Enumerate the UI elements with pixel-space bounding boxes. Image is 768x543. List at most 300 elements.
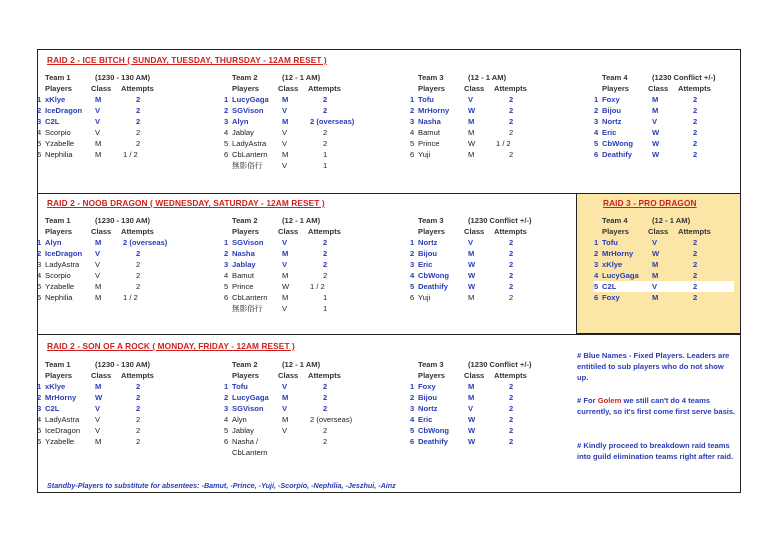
player-attempts: 2 bbox=[136, 95, 141, 104]
row-number: 2 bbox=[594, 249, 599, 258]
player-class: M bbox=[95, 95, 102, 104]
player-attempts: 2 bbox=[136, 249, 141, 258]
player-name: Tofu bbox=[232, 382, 248, 391]
row-number: 6 bbox=[594, 293, 599, 302]
player-class: V bbox=[282, 128, 288, 137]
player-name: Yuji bbox=[418, 150, 431, 159]
team-time: (12 - 1 AM) bbox=[468, 73, 507, 82]
row-number: 5 bbox=[37, 282, 42, 291]
player-name: Jablay bbox=[232, 128, 254, 137]
player-class: W bbox=[468, 271, 476, 280]
row-number: 4 bbox=[224, 128, 229, 137]
player-name: 無影俗行 bbox=[232, 304, 263, 313]
player-name: 無影俗行 bbox=[232, 161, 263, 170]
player-class: M bbox=[95, 238, 102, 247]
player-class: V bbox=[95, 117, 101, 126]
player-attempts: 2 bbox=[323, 426, 328, 435]
row-number: 2 bbox=[410, 106, 415, 115]
players-header: Players bbox=[232, 371, 260, 380]
attempts-header: Attempts bbox=[121, 84, 154, 93]
row-number: 5 bbox=[224, 282, 229, 291]
player-name: Bijou bbox=[418, 249, 437, 258]
player-class: V bbox=[468, 404, 474, 413]
row-number: 1 bbox=[37, 95, 42, 104]
player-class: V bbox=[95, 128, 101, 137]
player-class: V bbox=[282, 426, 288, 435]
player-attempts: 2 bbox=[509, 117, 514, 126]
player-attempts: 2 bbox=[509, 393, 514, 402]
player-name: CbWong bbox=[418, 271, 450, 280]
row-number: 1 bbox=[410, 95, 415, 104]
player-class: W bbox=[652, 249, 660, 258]
row-number: 1 bbox=[37, 382, 42, 391]
player-attempts: 2 bbox=[136, 260, 141, 269]
team-time: (1230 Conflict +/-) bbox=[468, 216, 532, 225]
player-class: V bbox=[95, 106, 101, 115]
player-attempts: 2 bbox=[693, 128, 698, 137]
player-row bbox=[594, 237, 734, 248]
player-name: xKlye bbox=[45, 382, 66, 391]
player-class: V bbox=[95, 260, 101, 269]
player-class: W bbox=[468, 437, 476, 446]
player-class: W bbox=[468, 260, 476, 269]
player-attempts: 2 bbox=[509, 271, 514, 280]
player-class: V bbox=[95, 271, 101, 280]
player-name: LadyAstra bbox=[45, 415, 80, 424]
player-class: V bbox=[652, 282, 658, 291]
player-class: V bbox=[282, 161, 288, 170]
player-name: Jablay bbox=[232, 260, 256, 269]
player-class: M bbox=[652, 271, 659, 280]
player-name: CbLantern bbox=[232, 293, 268, 302]
row-number: 6 bbox=[37, 293, 42, 302]
player-name: Nephilia bbox=[45, 150, 73, 159]
team-time: (1230 - 130 AM) bbox=[95, 360, 151, 369]
player-name: Tofu bbox=[418, 95, 434, 104]
class-header: Class bbox=[278, 84, 299, 93]
team-name: Team 1 bbox=[45, 360, 71, 369]
row-number: 3 bbox=[37, 117, 42, 126]
player-attempts: 2 bbox=[323, 382, 328, 391]
player-row bbox=[594, 292, 734, 303]
class-header: Class bbox=[278, 371, 299, 380]
player-name: Foxy bbox=[418, 382, 436, 391]
team-name: Team 2 bbox=[232, 73, 258, 82]
player-name: Prince bbox=[232, 282, 254, 291]
player-name: IceDragon bbox=[45, 106, 83, 115]
player-name: Alyn bbox=[232, 415, 247, 424]
row-number: 6 bbox=[410, 150, 415, 159]
row-number: 5 bbox=[410, 426, 415, 435]
players-header: Players bbox=[45, 371, 73, 380]
player-attempts: 2 bbox=[509, 95, 514, 104]
player-class: M bbox=[95, 382, 102, 391]
player-attempts: 2 bbox=[693, 260, 698, 269]
player-name: Jablay bbox=[232, 426, 254, 435]
player-name: LucyGaga bbox=[232, 95, 269, 104]
player-row bbox=[594, 281, 734, 292]
player-name: IceDragon bbox=[45, 426, 81, 435]
section-title-noob-dragon: RAID 2 - NOOB DRAGON ( WEDNESDAY, SATURDAY - 12AM RESET ) bbox=[47, 198, 325, 208]
row-number: 3 bbox=[224, 117, 229, 126]
player-name: Alyn bbox=[232, 117, 249, 126]
player-attempts: 2 bbox=[509, 437, 514, 446]
team-block bbox=[594, 215, 734, 303]
row-number: 2 bbox=[37, 106, 42, 115]
player-attempts: 1 / 2 bbox=[496, 139, 511, 148]
player-name: Scorpio bbox=[45, 271, 71, 280]
player-name: Prince bbox=[418, 139, 440, 148]
player-name: C2L bbox=[45, 404, 60, 413]
row-number: 4 bbox=[410, 415, 415, 424]
player-class: M bbox=[282, 415, 289, 424]
player-class: M bbox=[95, 139, 102, 148]
row-number: 5 bbox=[37, 426, 42, 435]
player-class: W bbox=[468, 282, 476, 291]
player-attempts: 2 bbox=[323, 95, 328, 104]
player-attempts: 1 / 2 bbox=[123, 150, 138, 159]
player-class: M bbox=[95, 150, 102, 159]
golem-label: Golem bbox=[597, 396, 622, 405]
row-number: 5 bbox=[410, 282, 415, 291]
player-class: W bbox=[282, 282, 290, 291]
player-class: V bbox=[282, 238, 288, 247]
player-attempts: 2 bbox=[509, 382, 514, 391]
players-header: Players bbox=[602, 227, 630, 236]
player-class: V bbox=[282, 382, 288, 391]
player-name: LadyAstra bbox=[45, 260, 80, 269]
team-name: Team 4 bbox=[602, 216, 628, 225]
player-name: SGVison bbox=[232, 404, 264, 413]
row-number: 3 bbox=[410, 260, 415, 269]
player-class: M bbox=[282, 249, 289, 258]
player-name: CbLantern bbox=[232, 448, 268, 457]
player-class: W bbox=[652, 150, 660, 159]
player-attempts: 2 bbox=[509, 150, 514, 159]
player-class: V bbox=[95, 415, 101, 424]
player-class: M bbox=[468, 393, 475, 402]
team-time: (12 - 1 AM) bbox=[652, 216, 691, 225]
player-class: M bbox=[468, 293, 475, 302]
player-attempts: 2 bbox=[693, 117, 698, 126]
player-attempts: 2 bbox=[136, 128, 141, 137]
player-name: Eric bbox=[418, 415, 433, 424]
row-number: 3 bbox=[224, 404, 229, 413]
player-name: MrHorny bbox=[45, 393, 77, 402]
player-class: V bbox=[468, 238, 474, 247]
team-time: (1230 - 130 AM) bbox=[95, 216, 151, 225]
player-attempts: 2 bbox=[693, 150, 698, 159]
players-header: Players bbox=[232, 227, 260, 236]
player-row bbox=[594, 270, 734, 281]
player-attempts: 2 bbox=[509, 415, 514, 424]
player-name: Nortz bbox=[602, 117, 622, 126]
player-attempts: 2 bbox=[136, 415, 141, 424]
player-attempts: 2 bbox=[136, 404, 141, 413]
players-header: Players bbox=[602, 84, 630, 93]
class-header: Class bbox=[91, 84, 112, 93]
row-number: 3 bbox=[594, 117, 599, 126]
team-time: (1230 Conflict +/-) bbox=[652, 73, 716, 82]
section-title-pro-dragon: RAID 3 - PRO DRAGON bbox=[603, 198, 697, 208]
player-name: Eric bbox=[418, 260, 433, 269]
player-class: M bbox=[95, 437, 102, 446]
team-name: Team 2 bbox=[232, 216, 258, 225]
player-attempts: 2 bbox=[509, 249, 514, 258]
team-name: Team 3 bbox=[418, 73, 444, 82]
player-name: xKlye bbox=[602, 260, 623, 269]
row-number: 2 bbox=[594, 106, 599, 115]
row-number: 1 bbox=[410, 238, 415, 247]
player-class: W bbox=[468, 426, 476, 435]
class-header: Class bbox=[464, 84, 485, 93]
player-attempts: 1 / 2 bbox=[310, 282, 325, 291]
team-name: Team 4 bbox=[602, 73, 628, 82]
player-class: W bbox=[652, 139, 660, 148]
player-class: M bbox=[95, 282, 102, 291]
player-name: CbWong bbox=[418, 426, 450, 435]
player-name: LadyAstra bbox=[232, 139, 267, 148]
row-number: 5 bbox=[224, 139, 229, 148]
player-row bbox=[594, 248, 734, 259]
player-attempts: 2 bbox=[323, 139, 328, 148]
player-name: CbWong bbox=[602, 139, 634, 148]
player-name: Nortz bbox=[418, 404, 438, 413]
attempts-header: Attempts bbox=[121, 227, 154, 236]
class-header: Class bbox=[464, 371, 485, 380]
player-name: Tofu bbox=[602, 238, 618, 247]
player-class: M bbox=[652, 260, 659, 269]
player-class: M bbox=[652, 95, 659, 104]
row-number: 6 bbox=[224, 150, 229, 159]
team-time: (1230 Conflict +/-) bbox=[468, 360, 532, 369]
player-name: Foxy bbox=[602, 95, 620, 104]
player-name: MrHorny bbox=[602, 249, 634, 258]
row-number: 3 bbox=[37, 404, 42, 413]
player-class: M bbox=[95, 293, 102, 302]
player-class: W bbox=[95, 393, 103, 402]
player-class: V bbox=[282, 139, 288, 148]
player-attempts: 2 bbox=[136, 393, 141, 402]
player-attempts: 2 bbox=[136, 282, 141, 291]
players-header: Players bbox=[418, 227, 446, 236]
players-header: Players bbox=[232, 84, 260, 93]
players-header: Players bbox=[45, 227, 73, 236]
player-name: Bijou bbox=[602, 106, 621, 115]
player-name: LucyGaga bbox=[602, 271, 639, 280]
row-number: 1 bbox=[224, 382, 229, 391]
row-number: 6 bbox=[410, 293, 415, 302]
player-attempts: 2 bbox=[323, 106, 328, 115]
team-name: Team 3 bbox=[418, 216, 444, 225]
row-number: 6 bbox=[37, 437, 42, 446]
team-name: Team 2 bbox=[232, 360, 258, 369]
player-class: W bbox=[652, 128, 660, 137]
player-name: Yzabelle bbox=[45, 282, 75, 291]
player-name: Deathify bbox=[602, 150, 632, 159]
player-name: Bamut bbox=[418, 128, 440, 137]
row-number: 6 bbox=[594, 150, 599, 159]
row-number: 4 bbox=[224, 415, 229, 424]
player-name: Bijou bbox=[418, 393, 437, 402]
player-name: Bamut bbox=[232, 271, 254, 280]
player-attempts: 1 / 2 bbox=[123, 293, 138, 302]
section-divider bbox=[37, 334, 741, 335]
row-number: 5 bbox=[410, 139, 415, 148]
row-number: 2 bbox=[224, 249, 229, 258]
row-number: 2 bbox=[224, 106, 229, 115]
section-title-son-of-a-rock: RAID 2 - SON OF A ROCK ( MONDAY, FRIDAY - 12AM RESET ) bbox=[47, 341, 295, 351]
row-number: 4 bbox=[224, 271, 229, 280]
player-attempts: 2 bbox=[323, 404, 328, 413]
attempts-header: Attempts bbox=[308, 227, 341, 236]
player-name: LucyGaga bbox=[232, 393, 269, 402]
player-name: Nephilia bbox=[45, 293, 73, 302]
player-attempts: 2 bbox=[323, 437, 328, 446]
player-attempts: 2 (overseas) bbox=[123, 238, 168, 247]
player-class: M bbox=[468, 249, 475, 258]
row-number: 3 bbox=[410, 404, 415, 413]
row-number: 4 bbox=[410, 128, 415, 137]
player-name: Yuji bbox=[418, 293, 431, 302]
attempts-header: Attempts bbox=[678, 227, 711, 236]
player-attempts: 2 (overseas) bbox=[310, 117, 355, 126]
player-class: M bbox=[468, 128, 475, 137]
row-number: 2 bbox=[37, 393, 42, 402]
standby-players: Standby-Players to substitute for absentees: -Bamut, -Prince, -Yuji, -Scorpio, -Nephilia, -Jeszhui, -Ainz bbox=[47, 481, 396, 490]
row-number: 3 bbox=[410, 117, 415, 126]
player-class: M bbox=[282, 150, 289, 159]
player-class: M bbox=[282, 393, 289, 402]
section-title-ice-bitch: RAID 2 - ICE BITCH ( SUNDAY, TUESDAY, THURSDAY - 12AM RESET ) bbox=[47, 55, 327, 65]
row-number: 1 bbox=[410, 382, 415, 391]
attempts-header: Attempts bbox=[494, 371, 527, 380]
player-name: Foxy bbox=[602, 293, 620, 302]
row-number: 4 bbox=[37, 271, 42, 280]
players-header: Players bbox=[418, 84, 446, 93]
attempts-header: Attempts bbox=[308, 84, 341, 93]
player-class: V bbox=[652, 117, 658, 126]
player-class: M bbox=[282, 95, 289, 104]
player-attempts: 2 bbox=[509, 260, 514, 269]
player-name: C2L bbox=[45, 117, 60, 126]
player-name: MrHorny bbox=[418, 106, 450, 115]
player-class: V bbox=[282, 304, 288, 313]
row-number: 3 bbox=[37, 260, 42, 269]
player-class: V bbox=[95, 404, 101, 413]
row-number: 5 bbox=[594, 139, 599, 148]
player-attempts: 2 bbox=[136, 437, 141, 446]
player-name: SGVison bbox=[232, 238, 264, 247]
row-number: 1 bbox=[594, 238, 599, 247]
player-name: SGVison bbox=[232, 106, 264, 115]
row-number: 1 bbox=[37, 238, 42, 247]
attempts-header: Attempts bbox=[121, 371, 154, 380]
player-attempts: 2 (overseas) bbox=[310, 415, 353, 424]
row-number: 1 bbox=[594, 95, 599, 104]
row-number: 2 bbox=[410, 249, 415, 258]
player-name: Alyn bbox=[45, 238, 62, 247]
player-name: IceDragon bbox=[45, 249, 83, 258]
player-attempts: 2 bbox=[136, 106, 141, 115]
player-name: Nortz bbox=[418, 238, 438, 247]
player-class: V bbox=[468, 95, 474, 104]
class-header: Class bbox=[278, 227, 299, 236]
player-attempts: 2 bbox=[323, 249, 328, 258]
note-golem: # For Golem we still can't do 4 teams currently, so it's first come first serve basis. bbox=[577, 396, 736, 416]
class-header: Class bbox=[648, 84, 669, 93]
class-header: Class bbox=[464, 227, 485, 236]
attempts-header: Attempts bbox=[494, 84, 527, 93]
player-class: W bbox=[468, 415, 476, 424]
row-number: 4 bbox=[37, 415, 42, 424]
players-header: Players bbox=[418, 371, 446, 380]
row-number: 6 bbox=[410, 437, 415, 446]
player-attempts: 2 bbox=[693, 293, 698, 302]
player-class: M bbox=[282, 271, 289, 280]
player-name: Nasha bbox=[232, 249, 255, 258]
player-class: V bbox=[652, 238, 658, 247]
player-attempts: 1 bbox=[323, 161, 328, 170]
row-number: 1 bbox=[224, 238, 229, 247]
player-name: Deathify bbox=[418, 282, 448, 291]
player-attempts: 2 bbox=[509, 128, 514, 137]
player-class: M bbox=[468, 382, 475, 391]
team-time: (12 - 1 AM) bbox=[282, 216, 321, 225]
player-attempts: 2 bbox=[509, 404, 514, 413]
player-name: Eric bbox=[602, 128, 617, 137]
players-header: Players bbox=[45, 84, 73, 93]
attempts-header: Attempts bbox=[308, 371, 341, 380]
player-attempts: 2 bbox=[509, 106, 514, 115]
player-attempts: 2 bbox=[509, 238, 514, 247]
player-name: Nasha bbox=[418, 117, 441, 126]
player-attempts: 2 bbox=[693, 139, 698, 148]
player-name: Yzabelle bbox=[45, 139, 75, 148]
player-class: M bbox=[282, 293, 289, 302]
player-attempts: 2 bbox=[136, 139, 141, 148]
player-attempts: 2 bbox=[693, 106, 698, 115]
player-class: M bbox=[282, 117, 289, 126]
team-time: (1230 - 130 AM) bbox=[95, 73, 151, 82]
row-number: 2 bbox=[410, 393, 415, 402]
row-number: 5 bbox=[224, 426, 229, 435]
row-number: 4 bbox=[594, 271, 599, 280]
note-fixed-players: # Blue Names - Fixed Players. Leaders are entitiled to sub players who do not show up. bbox=[577, 351, 730, 382]
row-number: 3 bbox=[594, 260, 599, 269]
row-number: 3 bbox=[224, 260, 229, 269]
class-header: Class bbox=[91, 371, 112, 380]
team-time: (12 - 1 AM) bbox=[282, 73, 321, 82]
player-class: M bbox=[468, 117, 475, 126]
player-attempts: 2 bbox=[693, 271, 698, 280]
player-attempts: 2 bbox=[693, 95, 698, 104]
row-number: 5 bbox=[37, 139, 42, 148]
player-attempts: 2 bbox=[136, 271, 141, 280]
player-name: CbLantern bbox=[232, 150, 268, 159]
player-name: C2L bbox=[602, 282, 617, 291]
row-number: 5 bbox=[594, 282, 599, 291]
class-header: Class bbox=[91, 227, 112, 236]
player-class: M bbox=[652, 293, 659, 302]
player-name: Scorpio bbox=[45, 128, 71, 137]
player-attempts: 2 bbox=[323, 271, 328, 280]
player-attempts: 2 bbox=[136, 382, 141, 391]
player-attempts: 2 bbox=[509, 426, 514, 435]
player-attempts: 1 bbox=[323, 150, 328, 159]
row-number: 4 bbox=[37, 128, 42, 137]
player-attempts: 2 bbox=[136, 117, 141, 126]
